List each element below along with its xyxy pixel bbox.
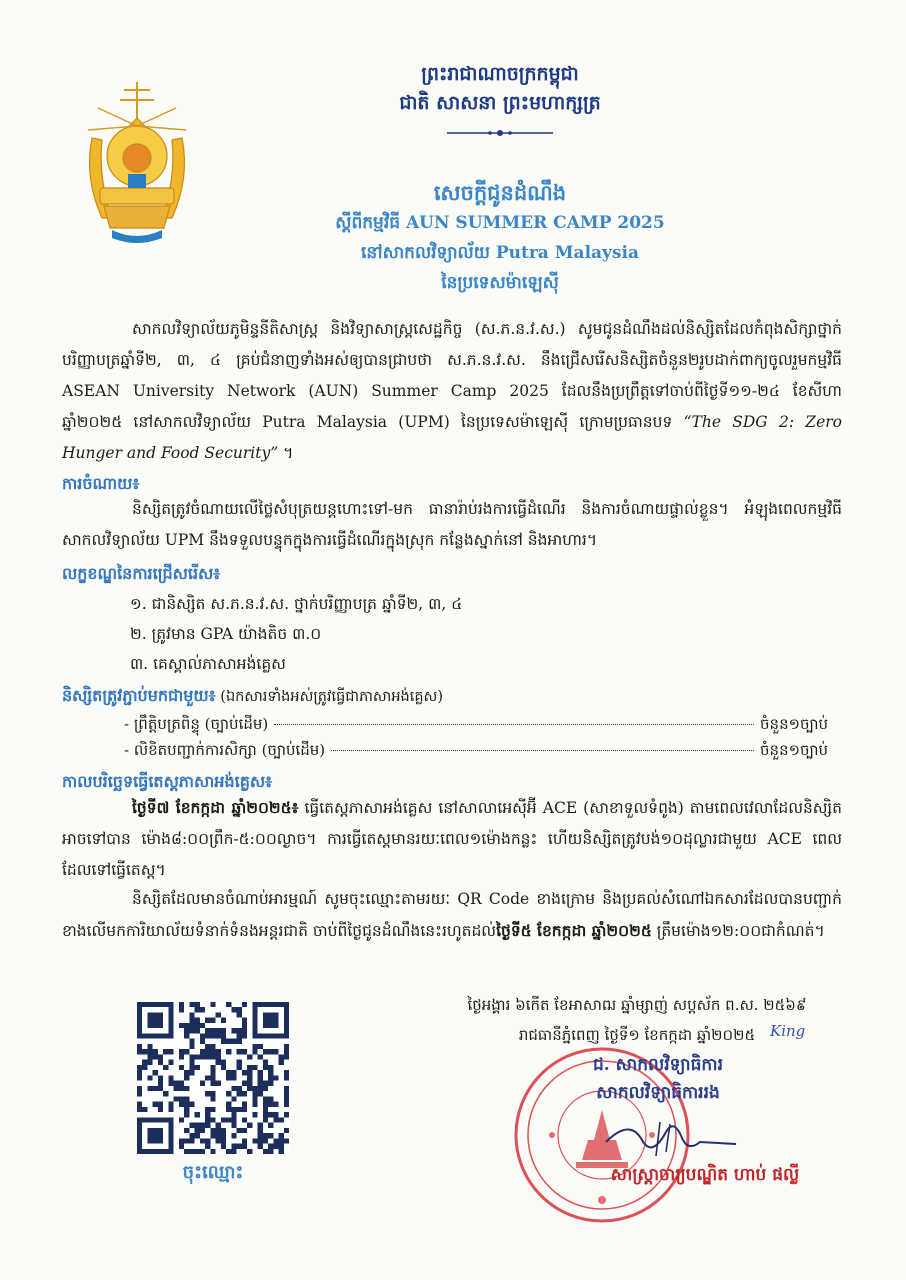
criteria-heading: លក្ខខណ្ឌនៃការជ្រើសរើស៖	[62, 564, 221, 583]
criteria-item: ២. ត្រូវមាន GPA យ៉ាងតិច ៣.០	[130, 625, 322, 643]
document-label: - ព្រឹត្តិបត្រពិន្ទុ (ច្បាប់ដើម)	[124, 715, 269, 733]
notice-subtitle-program: ស្ដីពីកម្មវិធី AUN SUMMER CAMP 2025	[335, 213, 665, 233]
header-block	[250, 60, 750, 144]
document-item	[124, 738, 828, 762]
office-title-vice-rector: សាកលវិទ្យាធិការរង	[596, 1083, 720, 1103]
documents-heading: និស្សិតត្រូវភ្ជាប់មកជាមួយ៖	[62, 686, 216, 705]
english-test-date: ថ្ងៃទី៧ ខែកក្កដា ឆ្នាំ២០២៥៖	[132, 798, 299, 817]
handwritten-signature	[600, 1112, 740, 1162]
university-emblem-icon	[78, 78, 196, 246]
criteria-item: ១. ជានិស្សិត ស.ភ.ន.វ.ស. ថ្នាក់បរិញ្ញាបត្រ ឆ្នាំទី២, ៣, ៤	[130, 595, 463, 613]
document-count: ចំនួន១ច្បាប់	[760, 715, 828, 733]
document-item	[124, 712, 828, 736]
english-test-text: ធ្វើតេស្តភាសាអង់គ្លេស នៅសាលាអេស៊ីអ៊ី ACE (សាខាទួលទំពូង) តាមពេលវេលាដែលនិស្សិតអាចទៅបាន ម៉ោង៨:០០ព្រឹក-៥:០០ល្ងាច។ ការធ្វើតេស្តមានរយៈពេល១ម៉ោងកន្លះ ហើយនិស្សិតត្រូវបង់១០ដុល្លារជាមួយ ACE ពេលដែលទៅធ្វើតេស្ត។	[62, 799, 843, 879]
handwritten-initials: King	[770, 1022, 806, 1040]
notice-title: សេចក្ដីជូនដំណឹង	[433, 180, 567, 205]
registration-text: និស្សិតដែលមានចំណាប់អារម្មណ៍ សូមចុះឈ្មោះតាមរយៈ QR Code ខាងក្រោម និងប្រគល់សំណៅឯកសារដែលបានបញ្ជាក់ខាងលើមកការិយាល័យទំនាក់ទំនងអន្តរជាតិ ចាប់ពីថ្ងៃជូនដំណឹងនេះរហូតដល់	[62, 890, 842, 940]
notice-subtitle-university: នៅសាកលវិទ្យាល័យ Putra Malaysia	[361, 243, 639, 263]
registration-end: ត្រឹមម៉ោង១២:០០ជាកំណត់។	[651, 922, 825, 940]
ornament-divider-icon	[445, 126, 555, 140]
office-title-rector: ជ. សាកលវិទ្យាធិការ	[593, 1055, 723, 1075]
national-motto: ជាតិ សាសនា ព្រះមហាក្សត្រ	[399, 92, 601, 114]
criteria-item: ៣. គេស្គាល់ភាសាអង់គ្លេស	[130, 655, 286, 673]
dotted-leader	[331, 750, 754, 751]
dotted-leader	[274, 724, 754, 725]
english-test-heading: កាលបរិច្ឆេទធ្វើតេស្តភាសាអង់គ្លេស៖	[62, 772, 273, 791]
intro-theme: “The SDG 2: Zero Hunger and Food Security”	[62, 413, 842, 462]
documents-note: (ឯកសារទាំងអស់ត្រូវធ្វើជាភាសាអង់គ្លេស)	[215, 689, 444, 705]
qr-label: ចុះឈ្មោះ	[182, 1162, 244, 1183]
lunar-date: ថ្ងៃអង្គារ ៦កើត ខែអាសាឍ ឆ្នាំម្សាញ់ សប្តស័ក ព.ស. ២៥៦៩	[467, 996, 807, 1014]
document-count: ចំនួន១ច្បាប់	[760, 741, 828, 759]
registration-deadline: ថ្ងៃទី៥ ខែកក្កដា ឆ្នាំ២០២៥	[496, 921, 652, 940]
intro-paragraph	[62, 314, 842, 469]
registration-paragraph	[62, 884, 842, 947]
expenses-paragraph: និស្សិតត្រូវចំណាយលើថ្លៃសំបុត្រយន្តហោះទៅ-មក ធានារ៉ាប់រងការធ្វើដំណើរ និងការចំណាយផ្ទាល់ខ្លួន។ អំឡុងពេលកម្មវិធី សាកលវិទ្យាល័យ UPM នឹងទទួលបន្ទុកក្នុងការធ្វើដំណើរក្នុងស្រុក កន្លែងស្នាក់នៅ និងអាហារ។	[62, 500, 842, 549]
notice-subtitle-country: នៃប្រទេសម៉ាឡេស៊ី	[441, 273, 559, 293]
expenses-heading: ការចំណាយ៖	[62, 474, 140, 493]
intro-end: ។	[278, 444, 294, 462]
intro-text: សាកលវិទ្យាល័យភូមិន្ទនីតិសាស្ត្រ និងវិទ្យាសាស្ត្រសេដ្ឋកិច្ច (ស.ភ.ន.វ.ស.) សូមជូនដំណឹងដល់និស្សិតដែលកំពុងសិក្សាថ្នាក់បរិញ្ញាបត្រឆ្នាំទី២, ៣, ៤ គ្រប់ជំនាញទាំងអស់ឲ្យបានជ្រាបថា ស.ភ.ន.វ.ស. នឹងជ្រើសរើសនិស្សិតចំនួន២រូបដាក់ពាក្យចូលរួមកម្មវិធី ASEAN University Network (AUN) Summer Camp 2025 ដែលនឹងប្រព្រឹត្តទៅចាប់ពីថ្ងៃទី១១-២៤ ខែសីហា ឆ្នាំ២០២៥ នៅសាកលវិទ្យាល័យ Putra Malaysia (UPM) នៃប្រទេសម៉ាឡេស៊ី ក្រោមប្រធានបទ	[62, 320, 842, 431]
registration-qr-code[interactable]	[132, 1002, 294, 1154]
english-test-paragraph	[62, 792, 842, 886]
documents-heading-row	[62, 684, 443, 709]
signer-name: សាស្ត្រាចារ្យបណ្ឌិត ហាប់ ផល្លី	[610, 1165, 800, 1185]
place-date: រាជធានីភ្នំពេញ ថ្ងៃទី១ ខែកក្កដា ឆ្នាំ២០២៥	[518, 1026, 756, 1044]
document-label: - លិខិតបញ្ជាក់ការសិក្សា (ច្បាប់ដើម)	[124, 741, 326, 759]
notice-title-block	[250, 178, 750, 298]
kingdom-title: ព្រះរាជាណាចក្រកម្ពុជា	[421, 63, 579, 85]
